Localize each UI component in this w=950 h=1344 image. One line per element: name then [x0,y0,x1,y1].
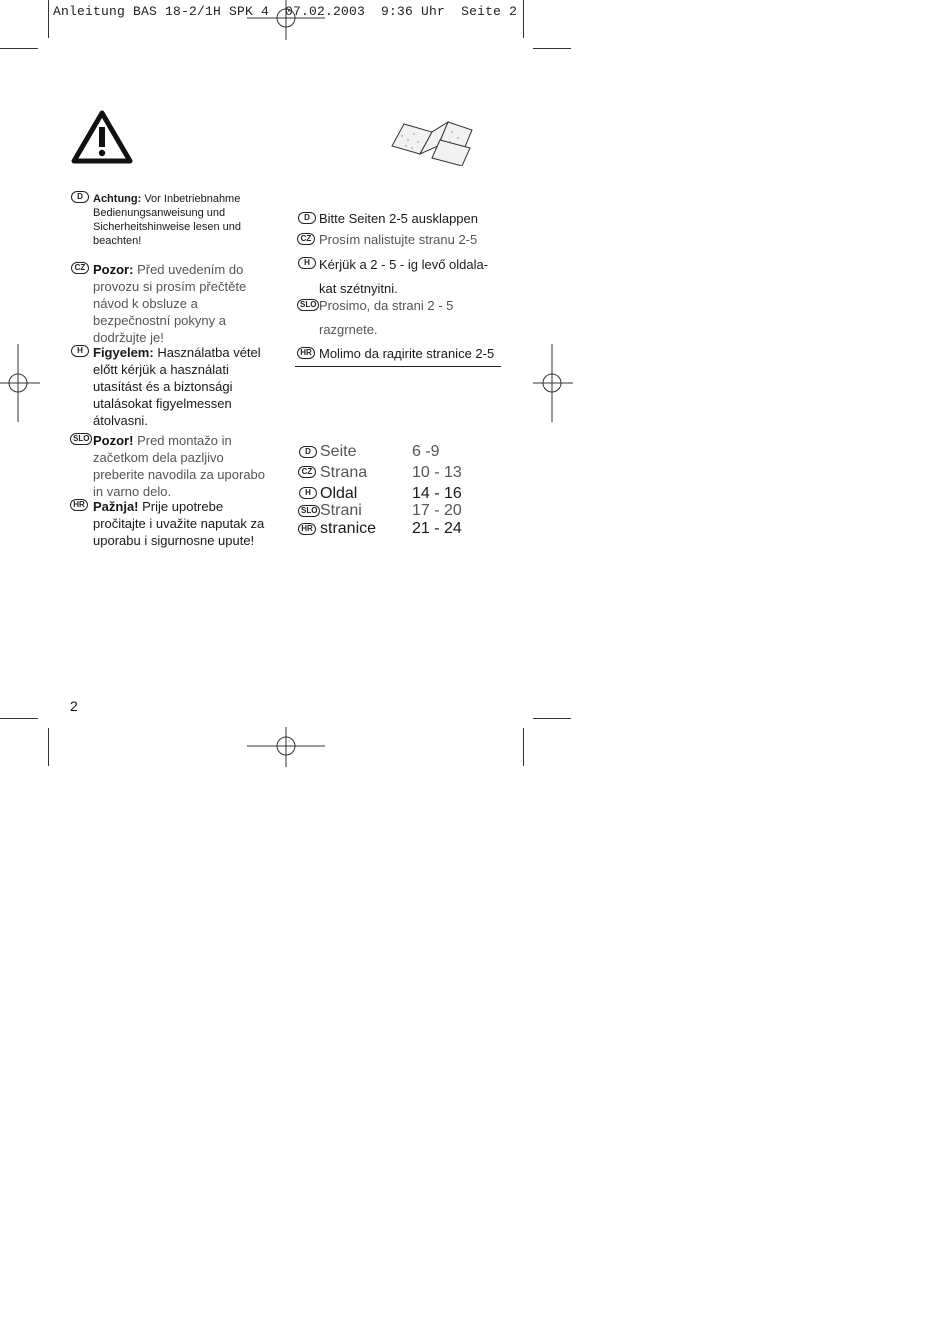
registration-mark-icon [247,727,325,767]
language-badge-hr: HR [298,523,316,535]
page-number: 2 [70,698,78,714]
language-badge-d: D [71,191,89,203]
crop-mark [523,728,524,766]
page-index-range: 6 -9 [412,443,440,460]
language-badge-d: D [299,446,317,458]
language-badge-slo: SLO [298,505,320,517]
warning-title: Pozor: [93,262,134,277]
foldout-slo-continued: razgrnete. [319,322,378,337]
warning-text: Használatba vétel előtt kérjük a használati utasítást és a biztonsági utalásokat figyelmessen átolvasni. [93,345,261,428]
warning-text: Před uvedením do provozu si prosím přečtěte návod k obsluze a bezpečnostní pokyny a dodržujte je! [93,262,247,345]
language-badge-slo: SLO [297,299,319,311]
crop-mark [533,718,571,719]
page-index-range: 17 - 20 [412,502,462,519]
language-badge-h: H [71,345,89,357]
warning-cz [93,261,275,346]
registration-mark-icon [533,344,573,422]
warning-text: Pred montažo in začetkom dela pazljivo preberite navodila za uporabo in varno delo. [93,433,266,499]
warning-title: Pozor! [93,433,134,448]
foldout-h-continued: kat szétnyitni. [319,281,398,296]
page-index-range: 14 - 16 [412,485,462,502]
page-index-range: 21 - 24 [412,520,462,537]
language-badge-h: H [298,257,316,269]
warning-text: Prije upotrebe pročitajte i uvažite naputak za uporabu i sigurnosne upute! [93,499,265,548]
crop-mark [48,0,49,38]
foldout-d: Bitte Seiten 2-5 ausklappen [319,211,478,226]
foldout-cz: Prosím nalistujte stranu 2-5 [319,232,478,247]
language-badge-hr: HR [70,499,88,511]
language-badge-hr: HR [297,347,315,359]
page-index-label: stranice [320,520,377,537]
registration-mark-icon [0,344,40,422]
crop-mark [48,728,49,766]
fold-out-pages-icon [388,118,476,166]
language-badge-cz: CZ [298,466,316,478]
page-index-label: Strana [320,464,368,481]
foldout-h: Kérjük a 2 - 5 - ig levő oldala- [319,257,489,272]
page-index-label: Seite [320,443,357,460]
page-index-label: Oldal [320,485,358,502]
warning-d [93,192,263,248]
foldout-hr: Molimo da raдirite stranice 2-5 [319,346,495,361]
warning-text: Vor Inbetriebnahme Bedienungsanweisung und Sicherheitshinweise lesen und beachten! [93,193,241,247]
warning-triangle-icon [71,110,133,164]
crop-mark [523,0,524,38]
foldout-slo: Prosimo, da strani 2 - 5 [319,298,454,313]
crop-mark [533,48,571,49]
language-badge-cz: CZ [297,233,315,245]
language-badge-d: D [298,212,316,224]
language-badge-slo: SLO [70,433,92,445]
warning-title: Achtung: [93,193,142,205]
warning-title: Figyelem: [93,345,154,360]
language-badge-h: H [299,487,317,499]
warning-h [93,344,275,429]
crop-mark [0,718,38,719]
page-index-label: Strani [320,502,362,519]
crop-mark [0,48,38,49]
registration-mark-icon [247,0,325,40]
warning-hr [93,498,279,549]
print-slug-line: Anleitung BAS 18-2/1H SPK 4 07.02.2003 9:36 Uhr Seite 2 [53,4,518,19]
page-index-range: 10 - 13 [412,464,462,481]
warning-slo [93,432,275,500]
warning-title: Pažnja! [93,499,139,514]
section-divider [295,366,501,367]
language-badge-cz: CZ [71,262,89,274]
